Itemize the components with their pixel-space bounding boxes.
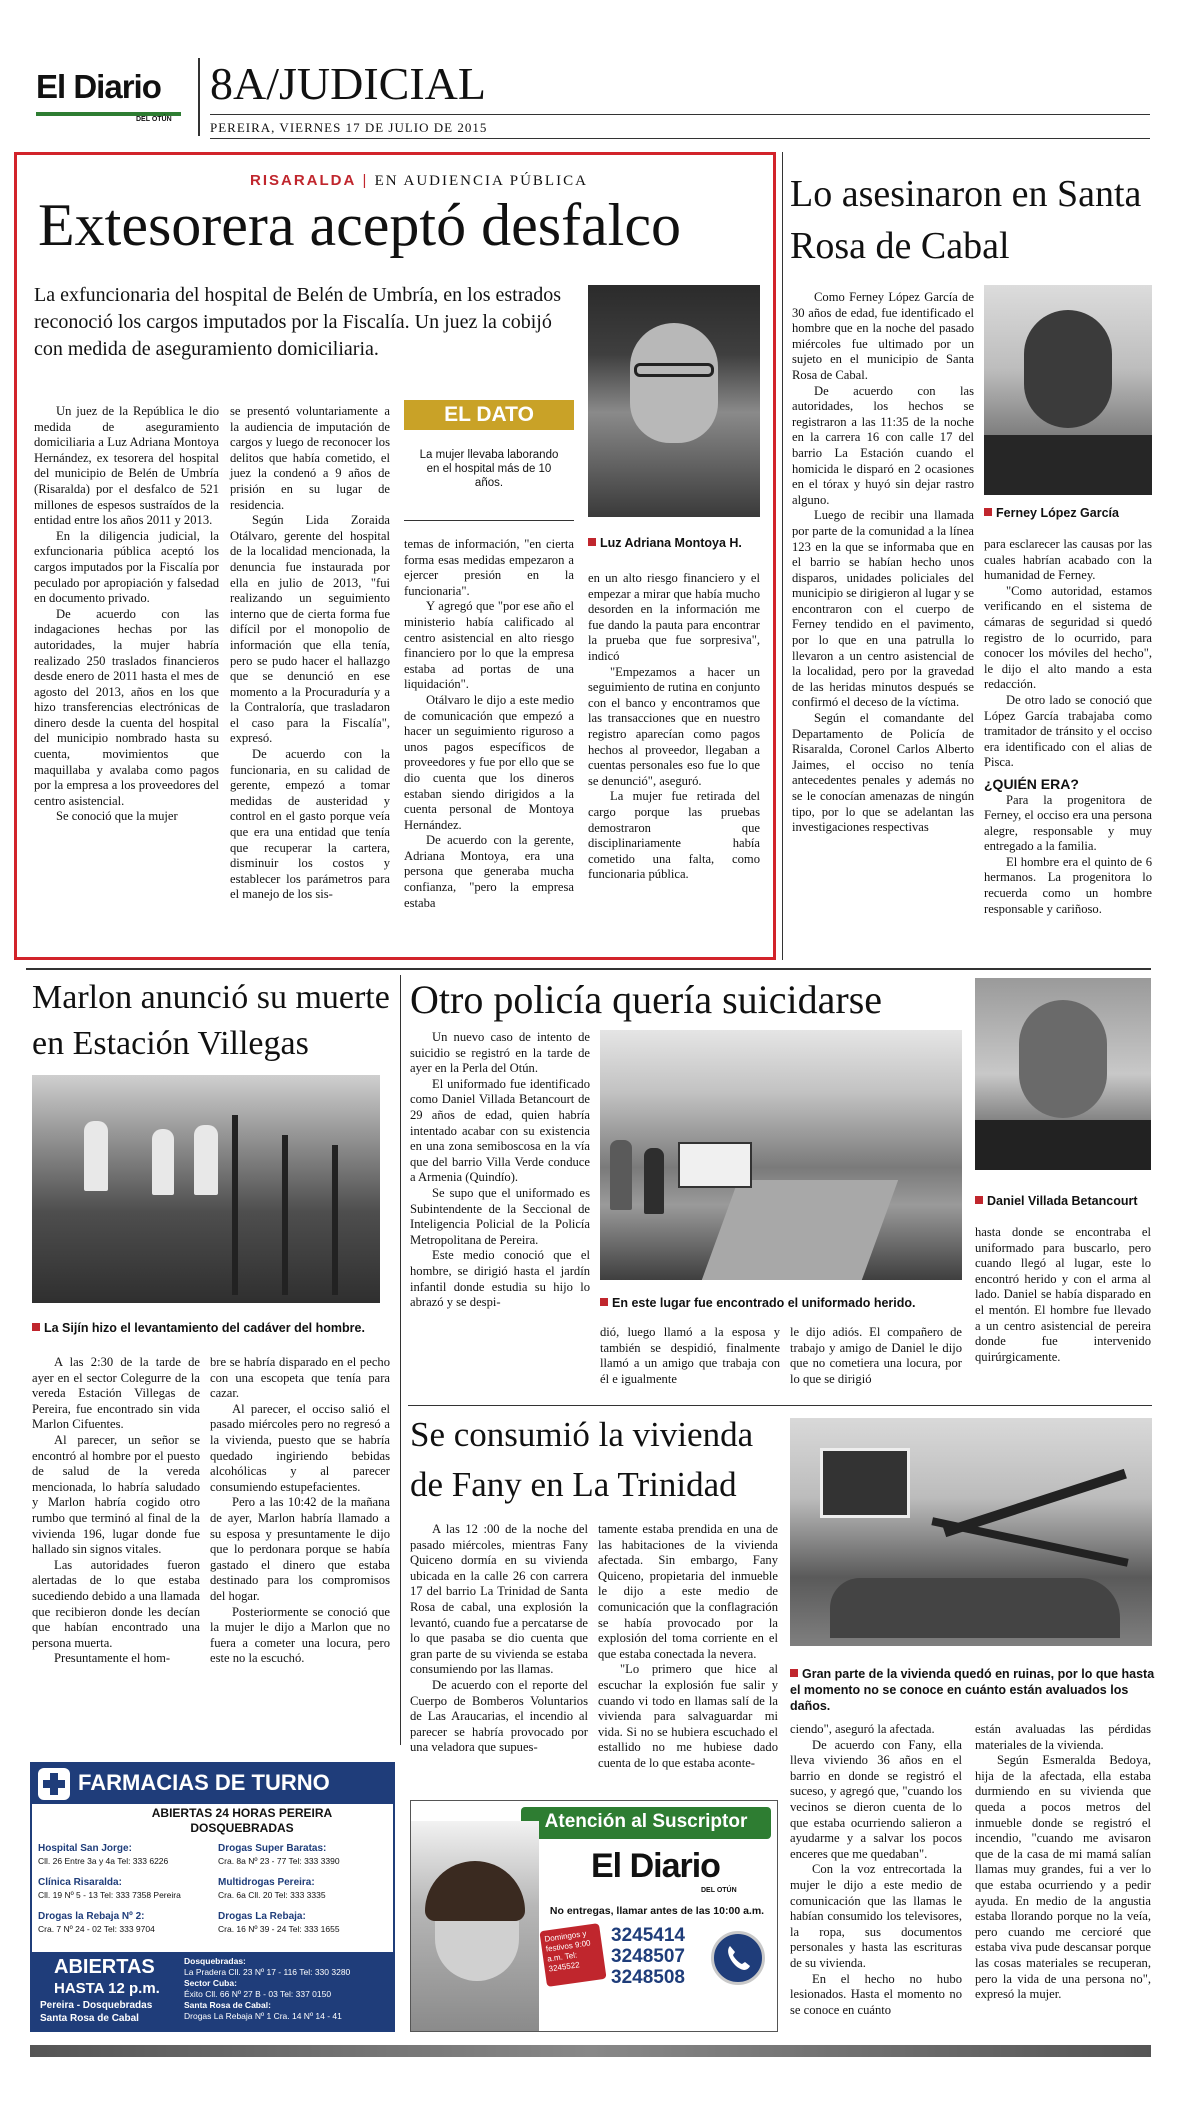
story2-portrait-photo [984, 285, 1152, 495]
story3-headline: Marlon anunció su muerte en Estación Villegas [32, 979, 390, 1062]
story2-divider [782, 152, 783, 960]
portrait-shirt [984, 435, 1152, 495]
subscriber-ad-banner [521, 1807, 771, 1839]
story4-col3 [790, 1325, 962, 1387]
scene-figure [194, 1125, 218, 1195]
kicker-region: RISARALDA [250, 172, 357, 189]
subscriber-ad-title: Atención al Suscriptor [544, 1811, 748, 1832]
paragraph: Se supo que el uniformado es Subintendente de la Seccional de Inteligencia Policial de la Policía Metropolitana de Pereira. [410, 1185, 590, 1247]
subscriber-ad [410, 1800, 778, 2032]
story1-headline: Extesorera aceptó desfalco [38, 192, 681, 258]
story1-col2 [230, 404, 390, 903]
story2-subhead: ¿QUIÉN ERA? [984, 775, 1079, 792]
section-divider-2 [408, 1405, 1152, 1406]
masthead-logo: El Diario [36, 68, 161, 105]
subscriber-ad-sundays: Domingos y festivos 9:00 a.m. Tel: 3245522 [539, 1923, 606, 1987]
scene-rubble [830, 1578, 1120, 1638]
portrait-face [630, 323, 718, 443]
woman-hair [425, 1861, 525, 1921]
paragraph: dió, luego llamó a la esposa y también se despidió, finalmente llamó a un amigo que trabaja con él e igualmente [600, 1325, 780, 1386]
scene-truck [678, 1142, 752, 1188]
paragraph: En la diligencia judicial, la exfuncionaria pública aceptó los cargos imputados por la Fiscalía por peculado por apropiación y falsedad en documento privado. [34, 528, 219, 606]
scene-fence [332, 1145, 338, 1295]
paragraph: Este medio conoció que el hombre, se dirigió hasta el jardín infantil donde estudia su hijo lo abrazó y se despi- [410, 1248, 590, 1310]
story4-photo-caption: En este lugar fue encontrado el uniformado herido. [600, 1295, 980, 1311]
portrait-face [1019, 1000, 1107, 1118]
paragraph: La mujer fue retirada del cargo porque las pruebas demostraron que disciplinariamente había cometido una falta, como funcionaria pública. [588, 789, 760, 882]
story3-photo-caption: La Sijín hizo el levantamiento del cadáver del hombre. [32, 1320, 392, 1336]
masthead-divider [198, 58, 200, 136]
story1-col-rule [404, 520, 574, 521]
paragraph: Otálvaro le dijo a este medio de comunicación que empezó a hacer un seguimiento riguroso a unos pagos específicos de proveedores y fue por ello que se dio cuenta que los dineros estaban siendo dirigidos a la cuenta personal de Montoya Hernández. [404, 692, 574, 832]
story2-col2 [984, 537, 1152, 917]
paragraph: De acuerdo con Fany, ella lleva viviendo 36 años en el barrio en donde se registró el suceso, y agregó que, "cuando los vecinos se dieron cuenta de lo que estaba ocurriendo salieron a ayudarme y a salvar los pocos enceres que me quedaban". [790, 1737, 962, 1861]
paragraph: De otro lado se conoció que López García trabajaba como tramitador de tránsito y el occiso era identificado con el alias de Pisca. [984, 692, 1152, 770]
paragraph: para esclarecer las causas por las cuales habrían acabado con la humanidad de Ferney. [984, 537, 1152, 583]
story4-col2 [600, 1325, 780, 1387]
pharmacy-cross-icon [38, 1768, 70, 1800]
scene-fence [232, 1115, 238, 1295]
paragraph: De acuerdo con la gerente, Adriana Montoya, era una persona que generaba mucha confianza, "pero la empresa estaba [404, 833, 574, 910]
paragraph: A las 2:30 de la tarde de ayer en el sector Colegurre de la vereda Estación Villegas de Pereira, fue encontrado sin vida Marlon Cifuentes. [32, 1355, 200, 1432]
story1-col1 [34, 404, 219, 825]
story5-col2 [598, 1522, 778, 1772]
section-title: 8A/JUDICIAL [210, 58, 486, 109]
paragraph: De acuerdo con el reporte del Cuerpo de Bomberos Voluntarios de Las Araucarias, el incendio al parecer se habría provocado por una veladora que supues- [410, 1677, 588, 1755]
story2-photo-caption: Ferney López García [984, 505, 1154, 521]
paragraph: Se conoció que la mujer [56, 809, 178, 824]
story4-headline: Otro policía quería suicidarse [410, 977, 883, 1022]
paragraph: Al parecer, un señor se encontró al hombre por el puesto de salud de la vereda mencionada, lo habría saludado y Marlon habría cogido otro rumbo que terminó al final de la vivienda 196, lugar donde fue hallado sin signos vitales. [32, 1432, 200, 1557]
pharmacy-item: Clínica Risaralda: Cll. 19 Nº 5 - 13 Tel: 333 7358 Pereira [38, 1877, 181, 1900]
paragraph: bre se habría disparado en el pecho con una escopeta que tenía para cazar. [210, 1355, 390, 1401]
story5-col3 [790, 1722, 962, 2018]
story3-scene-photo [32, 1075, 380, 1303]
paragraph: Y agregó que "por ese año el ministerio había calificado al centro asistencial en alto riesgo financiero por lo que la empresa estaba ad portas de una liquidación". [404, 599, 574, 692]
portrait-glasses [634, 363, 714, 377]
paragraph: Como Ferney López García de 30 años de edad, fue identificado el hombre que en la noche del pasado miércoles fue ultimado por un sujeto en el municipio de Santa Rosa de Cabal. [792, 290, 974, 382]
story1-deck: La exfuncionaria del hospital de Belén de Umbría, en los estrados reconoció los cargos imputados por la Fiscalía. Un juez la cobijó con medida de aseguramiento domiciliaria. [34, 284, 562, 360]
paragraph: De acuerdo con la funcionaria, en su calidad de gerente, empezó a tomar medidas de austeridad y control en el gasto porque veía que era una entidad que tenía que recuperar la cartera, disminuir los costos y establecer los parámetros para el manejo de los sis- [230, 747, 390, 902]
scene-debris [931, 1517, 1128, 1566]
story4-portrait-photo [975, 978, 1151, 1170]
pharmacy-item: Drogas la Rebaja Nº 2: Cra. 7 Nº 24 - 02 Tel: 333 9704 [38, 1911, 155, 1934]
pharmacy-subtitle: ABIERTAS 24 HORAS PEREIRA DOSQUEBRADAS [151, 1806, 333, 1835]
page-bottom-bar [30, 2045, 1151, 2057]
paragraph: temas de información, "en cierta forma esas medidas empezaron a ejercer presión en la funcionaria". [404, 537, 574, 598]
story1-col4 [588, 571, 760, 883]
story5-col1 [410, 1522, 588, 1756]
story3-col1 [32, 1355, 200, 1667]
subscriber-ad-phones [611, 1925, 685, 1988]
paragraph: Las autoridades fueron alertadas de lo que estaba sucediendo debido a una llamada que recibieron donde les decían que habían encontrado una persona muerta. [32, 1557, 200, 1650]
story3-divider [400, 975, 401, 1745]
paragraph: hasta donde se encontraba el uniformado para buscarlo, pero cuando llegó al lugar, este lo encontró herido y con el arma al lado. Daniel se había disparado en el mentón. El hombre fue llevado a un centro asistencial de pereira donde fue intervenido quirúrgicamente. [975, 1225, 1151, 1364]
paragraph: Según Esmeralda Bedoya, hija de la afectada, ella estaba durmiendo en su vivienda que queda a pocos metros del inmueble donde se registró el incendio, "cuando me avisaron que de la casa de mi mamá salían llamas muy grandes, fui a ver lo que estaba ocurriendo y a pedir ayuda. En medio de la angustia estaba llorando porque no la veía, pero cuando me cercioré que estaba viva pude descansar porque las cosas materiales se recuperan, pero la vida de una persona no", expresó la mujer. [975, 1753, 1151, 2002]
story5-col4 [975, 1722, 1151, 2003]
phone-icon [711, 1931, 765, 1985]
paragraph: "Como autoridad, estamos verificando en el sistema de cámaras de seguridad si quedó registro de lo ocurrido, para conocer los móviles del hecho", le dijo el alto mando a esta redacción. [984, 583, 1152, 692]
pharmacy-abiertas: ABIERTAS [54, 1956, 155, 1978]
story1-photo-caption: Luz Adriana Montoya H. [588, 535, 768, 551]
paragraph: Un juez de la República le dio medida de aseguramiento domiciliaria a Luz Adriana Montoya Hernández, ex tesorera del hospital del municipio de Belén de Umbría (Risaralda) por el desfalco de 521 millones de espesos sustraídos de la entidad entre los años 2011 y 2013. [34, 404, 219, 528]
pharmacy-towns: Pereira - Dosquebradas [40, 2000, 153, 2011]
pharmacy-night-box [32, 1952, 393, 2030]
paragraph: El uniformado fue identificado como Daniel Villada Betancourt de 29 años de edad, quien habría intentado acabar con su existencia en una zona semiboscosa en la vía que del barrio Villa Verde conduce a Armenia (Quindío). [410, 1076, 590, 1185]
paragraph: "Lo primero que hice al escuchar la explosión fue salir y cuando vi todo en llamas salí de la vivienda para salvaguardar mi vida. Si no se hubiera escuchado el estallido no me hubiese dado cuenta de lo que estaba aconte- [598, 1662, 778, 1770]
paragraph: A las 12 :00 de la noche del pasado miércoles, mientras Fany Quiceno dormía en su vivienda ubicada en la calle 26 con carrera 17 del barrio La Trinidad de Santa Rosa de cabal, una explosión la levantó, cuando fue a percatarse de lo que pasaba se dio cuenta que gran parte de su vivienda se estaba consumiendo por las llamas. [410, 1522, 588, 1677]
portrait-face [1024, 310, 1112, 428]
dato-title: EL DATO [404, 400, 574, 430]
masthead-rule-bottom [210, 138, 1150, 139]
story5-headline: Se consumió la vivienda de Fany en La Trinidad [410, 1415, 754, 1504]
paragraph: Un nuevo caso de intento de suicidio se registró en la tarde de ayer en la Perla del Otún. [410, 1030, 590, 1076]
paragraph: Luego de recibir una llamada por parte de la comunidad a la línea 123 en la que se informaba que en el barrio se habían hecho unos disparos, unidades policiales del municipio se dirigieron al lugar y se encontraron con el cuerpo de Ferney tendido en el pavimento, por lo que en una patrulla lo llevaron a un centro asistencial de la localidad, pero por la gravedad de las heridas minutos después se confirmó el deceso de la víctima. [792, 508, 974, 710]
story2-col1 [792, 290, 974, 836]
paragraph: Al parecer, el occiso salió el pasado miércoles pero no regresó a la vivienda, puesto que se habría quedado ingiriendo bebidas alcohólicas y al parecer consumiendo estupefacientes. [210, 1401, 390, 1494]
portrait-shirt [975, 1120, 1151, 1170]
story2-headline: Lo asesinaron en Santa Rosa de Cabal [790, 173, 1142, 267]
paragraph: Pero a las 10:42 de la mañana de ayer, Marlon habría llamado a su esposa y presuntamente le dijo que lo perdonara porque se había gastado el dinero que estaba destinado para los compromisos del hogar. [210, 1495, 390, 1603]
masthead-rule [210, 114, 1150, 115]
pharmacy-ad [30, 1762, 395, 2032]
story4-scene-photo [600, 1030, 962, 1280]
masthead [30, 58, 1150, 138]
scene-road [702, 1180, 898, 1280]
scene-figure [152, 1129, 174, 1195]
paragraph: Según Lida Zoraida Otálvaro, gerente del hospital de la localidad mencionada, la denuncia fue instaurada por ella en julio de 2013, "fui realizando un seguimiento interno que de cierta forma fue difícil por el monopolio de información que ella tenía, pero se pudo hacer el hallazgo que se denunció en ese momento a la Procuraduría y a la Contraloría, que trasladaron el caso para la Fiscalía", expresó. [230, 513, 390, 746]
scene-person [644, 1148, 664, 1214]
phone-number: 3248507 [611, 1946, 685, 1967]
paragraph: Con la voz entrecortada la mujer le dijo a este medio de comunicación que las llamas le habían consumido los televisores, la ropa, sus documentos personales y hasta las escrituras de su vivienda. [790, 1862, 962, 1970]
paragraph: ciendo", aseguró la afectada. [790, 1722, 935, 1736]
section-divider-1 [26, 968, 1151, 970]
paragraph: De acuerdo con las autoridades, los hechos se registraron a las 11:35 de la noche en la carrera 16 con calle 17 del barrio La Estación cuando el homicida le disparó en 2 ocasiones en el tórax y huyó sin dejar rastro alguno. [792, 383, 974, 507]
story1-kicker [250, 172, 588, 190]
story3-col2 [210, 1355, 390, 1667]
story4-col4 [975, 1225, 1151, 1365]
scene-person [610, 1140, 632, 1210]
pharmacy-title: FARMACIAS DE TURNO [78, 1770, 330, 1795]
story1-col3 [404, 537, 574, 911]
pharmacy-item: Drogas Super Baratas: Cra. 8a Nº 23 - 77 Tel: 333 3390 [218, 1843, 340, 1866]
scene-window [820, 1448, 910, 1518]
masthead-logo-sub: DEL OTÚN [136, 116, 172, 123]
pharmacy-towns: Santa Rosa de Cabal [40, 2013, 139, 2024]
phone-number: 3245414 [611, 1925, 685, 1946]
dateline: PEREIRA, VIERNES 17 DE JULIO DE 2015 [210, 120, 488, 135]
subscriber-ad-woman-photo [411, 1821, 539, 2032]
subscriber-ad-logo: El Diario [591, 1847, 720, 1885]
phone-number: 3248508 [611, 1967, 685, 1988]
story4-portrait-caption: Daniel Villada Betancourt [975, 1193, 1155, 1209]
dato-text: La mujer llevaba laborando en el hospital más de 10 años. [419, 449, 559, 489]
scene-fence [282, 1135, 288, 1295]
scene-figure [84, 1121, 108, 1191]
paragraph: "Empezamos a hacer un seguimiento de rutina en conjunto con el banco y encontramos que las transacciones que en nuestro registro aparecían como pagos hechos al proveedor, llegaban a cuentas personales eso fue lo que se denunció", aseguró. [588, 664, 760, 788]
paragraph: están avaluadas las pérdidas materiales de la vivienda. [975, 1722, 1151, 1752]
paragraph: De acuerdo con las indagaciones hechas por las autoridades, la mujer habría realizado 250 traslados financieros desde enero de 2011 hasta el mes de agosto del 2013, años en los que hizo transferencias electrónicas de dinero desde la cuenta del hospital del municipio nombrado hasta su cuenta, movimientos que maquillaba y avalaba como pagos por la empresa a los proveedores del centro asistencial. [34, 606, 219, 808]
paragraph: En el hecho no hubo lesionados. Hasta el momento no se conoce en cuánto [790, 1971, 962, 2017]
paragraph: le dijo adiós. El compañero de trabajo y amigo de Daniel le dijo que no cometiera una locura, por lo que se dirigió [790, 1325, 962, 1386]
pharmacy-hasta: HASTA 12 p.m. [54, 1980, 160, 1997]
paragraph: tamente estaba prendida en una de las habitaciones de la vivienda afectada. Sin embargo, Fany Quiceno, propietaria del inmueble le dijo a este medio de comunicación que la conflagración se había provocado por la explosión del toma corriente en el que estaba conectada la nevera. [598, 1522, 778, 1661]
story5-scene-photo [790, 1418, 1152, 1646]
pharmacy-item: Multidrogas Pereira: Cra. 6a Cll. 20 Tel: 333 3335 [218, 1877, 326, 1900]
story1-portrait-photo [588, 285, 760, 517]
paragraph: en un alto riesgo financiero y el empezar a mirar que había mucho desorden en la información me fue dando la pauta para encontrar la prueba que fue sorpresiva", indicó [588, 571, 760, 663]
pharmacy-item: Drogas La Rebaja: Cra. 16 Nº 39 - 24 Tel: 333 1655 [218, 1911, 340, 1934]
paragraph: Según el comandante del Departamento de Policía de Risaralda, Coronel Carlos Alberto Jaimes, el occiso no tenía antecedentes penales y además no se le conocían amenazas de ningún tipo, por lo que se adelantan las investigaciones respectivas [792, 711, 974, 835]
paragraph: Presuntamente el hom- [54, 1651, 171, 1666]
kicker-label: EN AUDIENCIA PÚBLICA [374, 173, 588, 189]
story4-col1 [410, 1030, 590, 1311]
pharmacy-night-list: Dosquebradas: La Pradera Cll. 23 Nº 17 - 116 Tel: 330 3280 Sector Cuba: Éxito Cll. 66 Nº 27 B - 03 Tel: 337 0150 Santa Rosa de Cabal: Drogas La Rebaja Nº 1 Cra. 14 Nº 14 - 41 [184, 1956, 351, 2021]
paragraph: se presentó voluntariamente a la audiencia de imputación de cargos y luego de reconocer los delitos que había cometido, el juez la condenó a 9 años de prisión en su lugar de residencia. [230, 404, 390, 512]
story5-photo-caption: Gran parte de la vivienda quedó en ruinas, por lo que hasta el momento no se conoce en cuánto están avaluados los daños. [790, 1667, 1155, 1713]
kicker-separator: | [362, 172, 375, 189]
subscriber-ad-notice: No entregas, llamar antes de las 10:00 a.m. [549, 1905, 765, 1917]
paragraph: Para la progenitora de Ferney, el occiso era una persona alegre, responsable y muy entregado a la familia. [984, 792, 1152, 854]
subscriber-ad-logo-sub: DEL OTÚN [701, 1887, 737, 1894]
dato-box [404, 400, 574, 500]
pharmacy-item: Hospital San Jorge: Cll. 26 Entre 3a y 4a Tel: 333 6226 [38, 1843, 169, 1866]
pharmacy-ad-header [32, 1764, 393, 1804]
paragraph: Posteriormente se conoció que la mujer le dijo a Marlon que no fuera a cometer una locura, pero este no la escuchó. [210, 1604, 390, 1666]
paragraph: El hombre era el quinto de 6 hermanos. La progenitora lo recuerda como un hombre responsable y cariñoso. [984, 854, 1152, 916]
